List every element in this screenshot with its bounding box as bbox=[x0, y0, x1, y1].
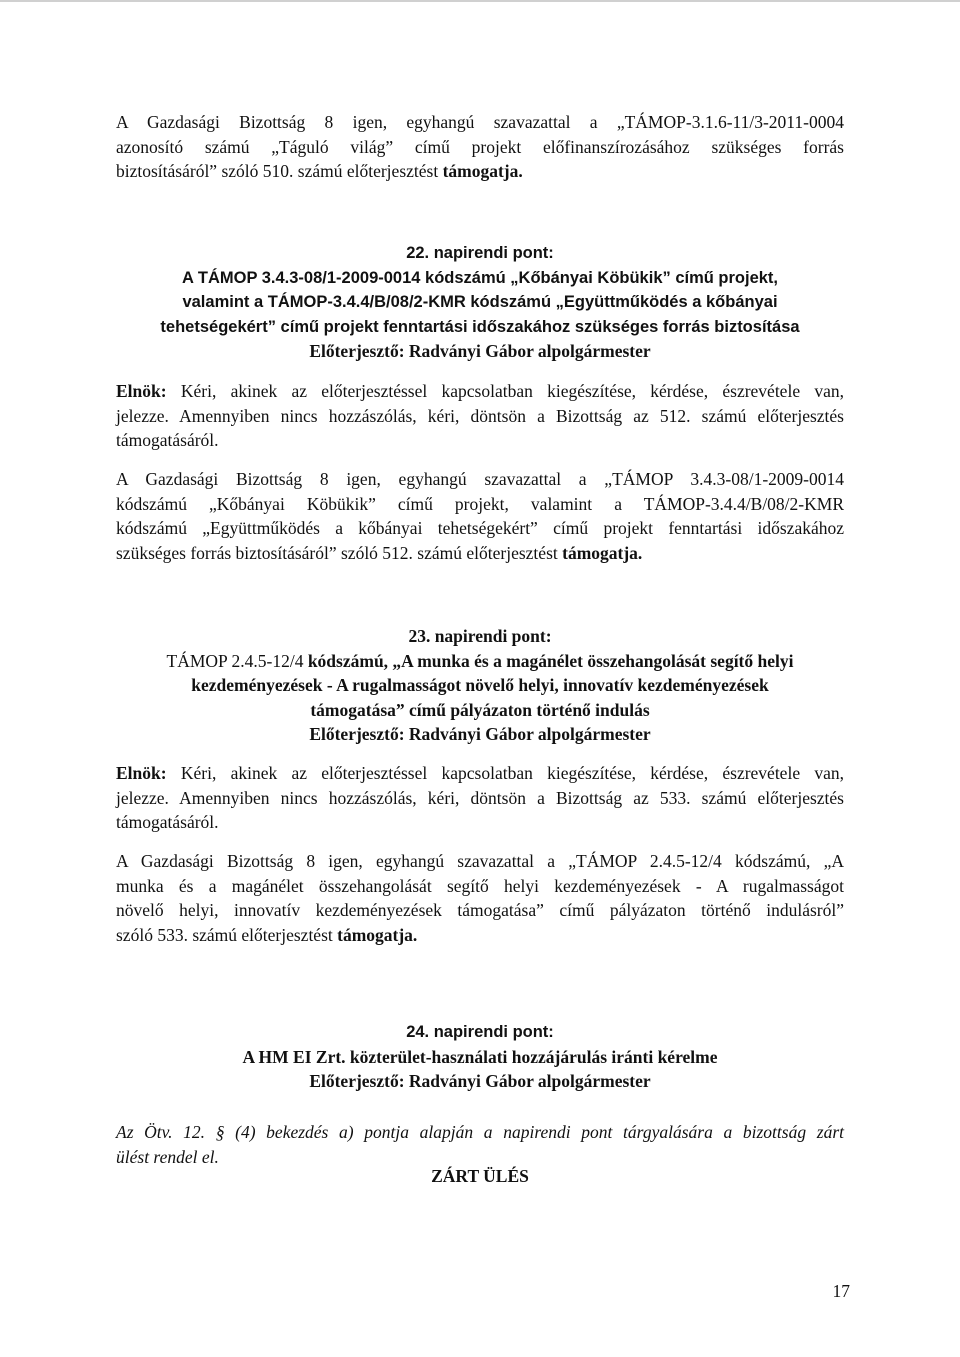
text-line bbox=[116, 761, 844, 786]
chair-paragraph-23 bbox=[116, 761, 844, 835]
bold-text: kódszámú, „A munka és a magánélet összehangolását segítő helyi bbox=[307, 650, 794, 671]
agenda-item-23-heading bbox=[116, 624, 844, 747]
presenter-line: Előterjesztő: Radványi Gábor alpolgármester bbox=[309, 341, 651, 361]
text-line: támogatásáról. bbox=[116, 812, 219, 832]
text-span: TÁMOP 2.4.5-12/4 bbox=[166, 650, 308, 671]
chair-paragraph-22 bbox=[116, 379, 844, 453]
chair-label: Elnök: bbox=[116, 763, 167, 783]
agenda-number: 24. napirendi pont: bbox=[406, 1023, 554, 1041]
agenda-title-line: valamint a TÁMOP-3.4.4/B/08/2-KMR kódszámú „Együttműködés a kőbányai bbox=[182, 293, 778, 311]
agenda-item-24-heading bbox=[116, 1020, 844, 1094]
text-line: kódszámú „Kőbányai Köbükik” című projekt, valamint a TÁMOP-3.4.4/B/08/2-KMR bbox=[116, 493, 844, 514]
text-line bbox=[116, 159, 844, 184]
text-span: szóló 533. számú előterjesztést bbox=[116, 924, 338, 945]
page-number: 17 bbox=[832, 1281, 850, 1301]
agenda-number: 22. napirendi pont: bbox=[406, 244, 554, 262]
text-line bbox=[116, 923, 844, 948]
presenter-line: Előterjesztő: Radványi Gábor alpolgármester bbox=[309, 1071, 651, 1091]
text-line: azonosító számú „Táguló világ” című projekt előfinanszírozásához szükséges forrás bbox=[116, 136, 844, 157]
closed-session-note bbox=[116, 1120, 844, 1169]
text-line: kódszámú „Együttműködés a kőbányai tehetségekért” című projekt fenntartási időszakához bbox=[116, 518, 844, 538]
agenda-title-line: A TÁMOP 3.4.3-08/1-2009-0014 kódszámú „Kőbányai Köbükik” című projekt, bbox=[181, 268, 779, 287]
presenter-line: Előterjesztő: Radványi Gábor alpolgármester bbox=[309, 724, 651, 744]
text-line: növelő helyi, innovatív kezdeményezések támogatása” című pályázaton történő indulásról” bbox=[116, 900, 844, 920]
agenda-title-line: kezdeményezések - A rugalmasságot növelő helyi, innovatív kezdeményezések bbox=[191, 675, 769, 695]
agenda-title-line: támogatása” című pályázaton történő indulás bbox=[310, 699, 650, 720]
agenda-title-line bbox=[116, 649, 844, 674]
agenda-item-22-heading bbox=[116, 241, 844, 364]
text-line: A Gazdasági Bizottság 8 igen, egyhangú szavazattal a „TÁMOP 2.4.5-12/4 kódszámú, „A bbox=[116, 851, 844, 871]
bold-text: támogatja. bbox=[442, 161, 523, 181]
agenda-number: 23. napirendi pont: bbox=[408, 626, 552, 646]
closed-session-title: ZÁRT ÜLÉS bbox=[431, 1166, 529, 1186]
text-line: A Gazdasági Bizottság 8 igen, egyhangú szavazattal a „TÁMOP 3.4.3-08/1-2009-0014 bbox=[116, 469, 844, 489]
text-line: támogatásáról. bbox=[116, 430, 219, 450]
chair-label: Elnök: bbox=[116, 381, 167, 401]
text-line: jelezze. Amennyiben nincs hozzászólás, kéri, döntsön a Bizottság az 512. számú előterjesztés bbox=[116, 405, 844, 426]
text-line: jelezze. Amennyiben nincs hozzászólás, kéri, döntsön a Bizottság az 533. számú előterjesztés bbox=[116, 787, 844, 808]
text-line: A Gazdasági Bizottság 8 igen, egyhangú szavazattal a „TÁMOP-3.1.6-11/3-2011-0004 bbox=[116, 112, 844, 132]
agenda-title-line: A HM EI Zrt. közterület-használati hozzájárulás iránti kérelme bbox=[242, 1046, 718, 1067]
decision-paragraph-510 bbox=[116, 110, 844, 184]
bold-text: támogatja. bbox=[337, 924, 418, 945]
text-line: Az Ötv. 12. § (4) bekezdés a) pontja alapján a napirendi pont tárgyalására a bizottság zárt bbox=[116, 1122, 844, 1142]
text-line: ülést rendel el. bbox=[116, 1146, 219, 1167]
text-line bbox=[116, 541, 844, 566]
agenda-title-line: tehetségekért” című projekt fenntartási időszakához szükséges forrás biztosítása bbox=[160, 317, 800, 336]
top-border-line bbox=[0, 0, 960, 2]
decision-paragraph-533 bbox=[116, 849, 844, 947]
text-line bbox=[116, 379, 844, 404]
text-line: munka és a magánélet összehangolását segítő helyi kezdeményezések - A rugalmasságot bbox=[116, 875, 844, 896]
text-span: szükséges forrás biztosításáról” szóló 512. számú előterjesztést bbox=[116, 542, 563, 563]
text-span: biztosításáról” szóló 510. számú előterjesztést bbox=[116, 161, 443, 181]
text-span: Kéri, akinek az előterjesztéssel kapcsolatban kiegészítése, kérdése, észrevétele van, bbox=[180, 763, 844, 783]
text-span: Kéri, akinek az előterjesztéssel kapcsolatban kiegészítése, kérdése, észrevétele van, bbox=[180, 381, 844, 401]
decision-paragraph-512 bbox=[116, 467, 844, 565]
bold-text: támogatja. bbox=[562, 542, 643, 563]
